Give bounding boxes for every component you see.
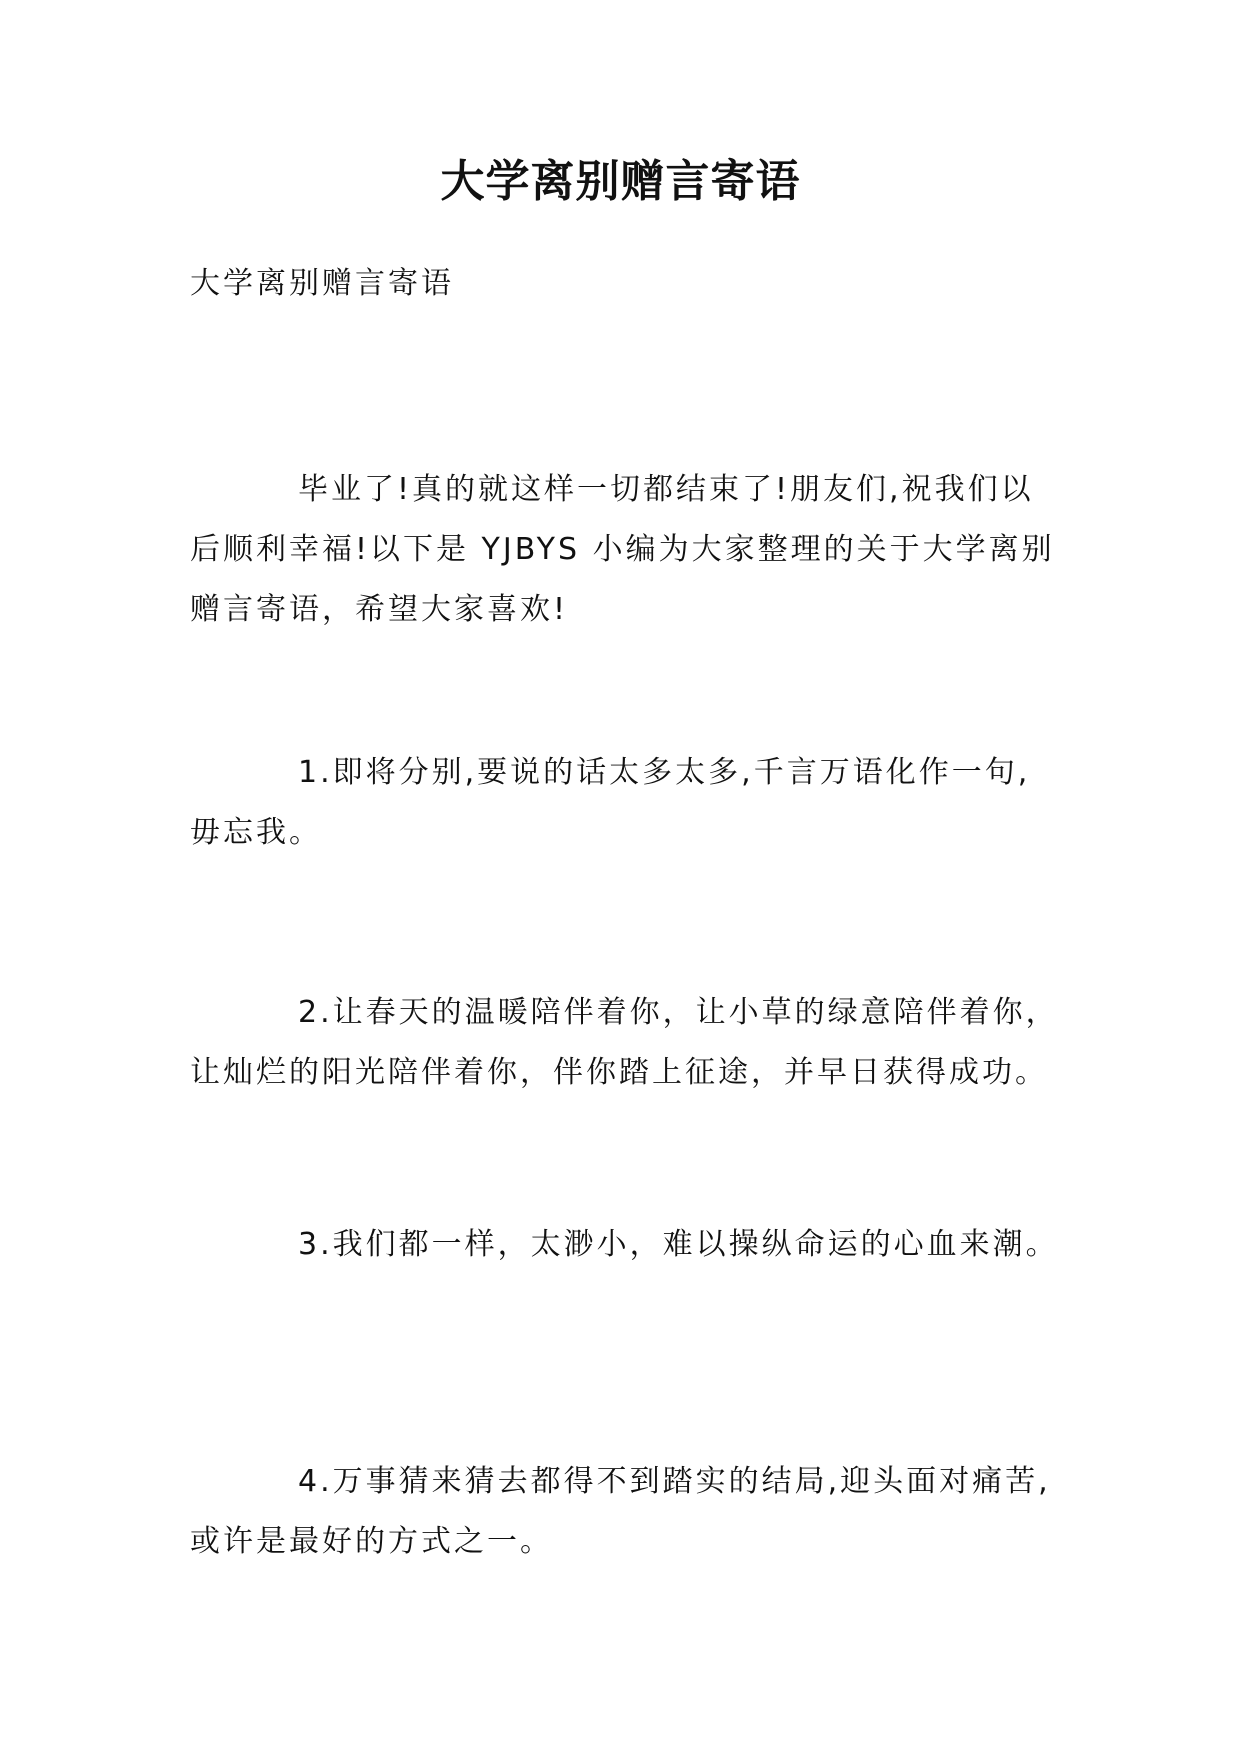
quote-paragraph-3: [190, 1215, 1070, 1275]
paragraph-line: 毋忘我。: [190, 815, 322, 850]
paragraph-line: 赠言寄语，希望大家喜欢!: [190, 592, 569, 627]
quote-paragraph-1: [190, 743, 1070, 863]
document-title: 大学离别赠言寄语: [440, 156, 801, 207]
paragraph-line: 1.即将分别,要说的话太多太多,千言万语化作一句,: [298, 755, 1031, 790]
paragraph-line: 2.让春天的温暖陪伴着你，让小草的绿意陪伴着你，: [298, 995, 1059, 1030]
paragraph-line: 后顺利幸福!以下是 YJBYS 小编为大家整理的关于大学离别: [190, 532, 1055, 567]
paragraph-line: 或许是最好的方式之一。: [190, 1524, 553, 1559]
quote-paragraph-4: [190, 1452, 1070, 1572]
subtitle-line: 大学离别赠言寄语: [190, 266, 454, 301]
document-subtitle: [190, 254, 1070, 314]
paragraph-line: 4.万事猜来猜去都得不到踏实的结局,迎头面对痛苦,: [298, 1464, 1051, 1499]
quote-paragraph-2: [190, 983, 1070, 1103]
paragraph-line: 让灿烂的阳光陪伴着你，伴你踏上征途，并早日获得成功。: [190, 1055, 1048, 1090]
intro-paragraph: [190, 460, 1070, 640]
paragraph-line: 毕业了!真的就这样一切都结束了!朋友们,祝我们以: [298, 472, 1034, 507]
paragraph-line: 3.我们都一样，太渺小，难以操纵命运的心血来潮。: [298, 1227, 1059, 1262]
